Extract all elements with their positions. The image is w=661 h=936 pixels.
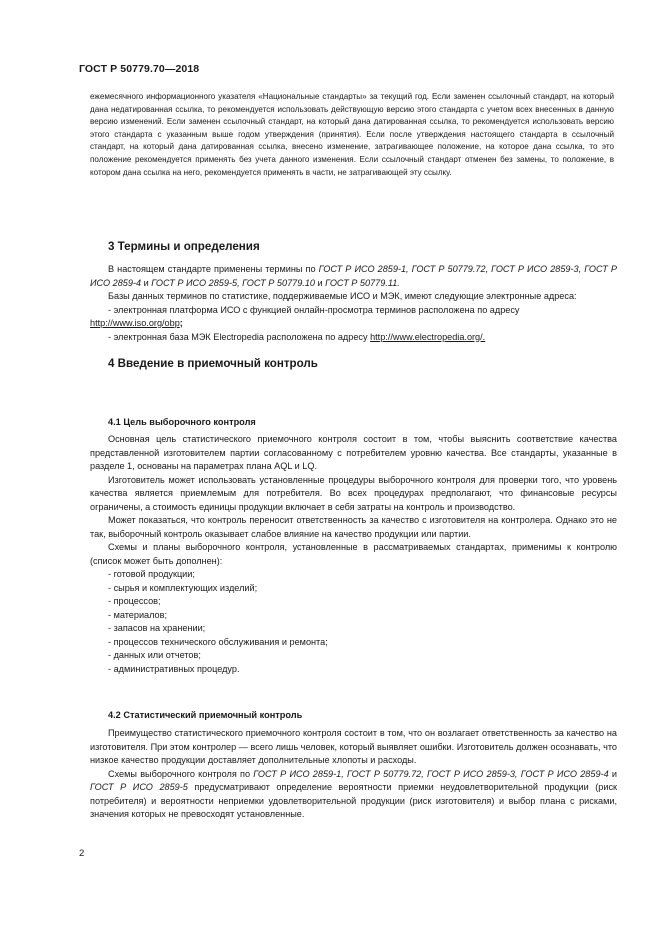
terms-paragraph (90, 263, 617, 290)
iso-platform-text: - электронная платформа ИСО с функцией онлайн-просмотра терминов расположена по адресу (108, 304, 520, 315)
section-4-1-body (90, 433, 617, 676)
section-3-body (90, 263, 617, 344)
purpose-paragraph: Основная цель статистического приемочного контроля состоит в том, чтобы выяснить соответствие качества представленной изготовителем партии согласованному с потребителем уровню качества. Все стандарты, указанные в разделе 1, основаны на параметрах плана AQL и LQ. (90, 434, 617, 471)
terms-text: В настоящем стандарте применены термины по (108, 264, 319, 274)
schemes-text-e: предусматривают определение вероятности приемки неудовлетворительной продукции (риск потребителя) и вероятности неприемки удовлетворительной продукции (риск изготовителя) и выбор плана с рисками, значения которых не превосходят установленные. (90, 782, 617, 819)
terms-conj-1: и (141, 277, 152, 288)
page-number: 2 (79, 848, 85, 859)
applicability-paragraph: Схемы и планы выборочного контроля, установленные в рассматриваемых стандартах, применимы к контролю (список может быть дополнен): (90, 542, 617, 566)
list-item: - готовой продукции; (108, 569, 195, 579)
list-item: - запасов на хранении; (108, 623, 206, 633)
terms-standards-2: ГОСТ Р ИСО 2859-5, ГОСТ Р 50779.10 (151, 277, 315, 288)
schemes-paragraph (90, 768, 617, 822)
list-item: - сырья и комплектующих изделий; (108, 582, 258, 593)
schemes-standards-1: ГОСТ Р ИСО 2859-1, ГОСТ Р 50779.72, ГОСТ Р ИСО 2859-3, ГОСТ Р ИСО 2859-4 (253, 768, 609, 779)
list-item: - данных или отчетов; (108, 650, 201, 660)
terms-standards-3: ГОСТ Р 50779.11. (325, 277, 400, 288)
iso-link-line (90, 317, 617, 331)
iso-platform-item (90, 304, 617, 318)
electropedia-text: - электронная база МЭК Electropedia расположена по адресу (108, 331, 371, 342)
schemes-conj: и (608, 768, 617, 779)
iso-obp-link[interactable]: http://www.iso.org/obp (90, 318, 180, 328)
responsibility-paragraph: Может показаться, что контроль переносит ответственность за качество с изготовителя на контролера. Однако это не так, выборочный контроль оказывает слабое влияние на качество продукции или партии. (90, 515, 617, 539)
schemes-standards-2: ГОСТ Р ИСО 2859-5 (90, 782, 188, 792)
schemes-text-a: Схемы выборочного контроля по (108, 768, 254, 779)
list-item: - материалов; (108, 609, 168, 620)
section-3-heading: 3 Термины и определения (108, 240, 260, 253)
section-4-2-body (90, 727, 617, 822)
list-item: - процессов технического обслуживания и ремонта; (108, 636, 328, 647)
section-4-2-heading: 4.2 Статистический приемочный контроль (108, 710, 303, 720)
terms-standards-1: ГОСТ Р ИСО 2859-1, ГОСТ Р 50779.72, ГОСТ Р ИСО 2859-3, ГОСТ Р ИСО 2859-4 (90, 264, 617, 288)
electropedia-item (90, 331, 617, 345)
section-4-heading: 4 Введение в приемочный контроль (108, 357, 318, 370)
databases-paragraph: Базы данных терминов по статистике, поддерживаемые ИСО и МЭК, имеют следующие электронные адреса: (108, 291, 577, 301)
electropedia-link[interactable]: http://www.electropedia.org/. (370, 331, 486, 342)
list-item: - административных процедур. (108, 663, 240, 674)
terms-conj-2: и (314, 277, 326, 288)
list-item: - процессов; (108, 596, 161, 606)
advantage-paragraph: Преимущество статистического приемочного контроля состоит в том, что он возлагает ответственность за качество на изготовителя. При этом контролер — всего лишь человек, который выявляет ошибки. Изготовитель должен осознавать, что низкое качество продукции доставляет дополнительные хлопоты и расходы. (90, 728, 617, 765)
intro-text: ежемесячного информационного указателя «Национальные стандарты» за текущий год. Если заменен ссылочный стандарт, на который дана недатированная ссылка, то рекомендуется использовать действующую версию этого стандарта с учетом всех внесенных в данную версию изменений. Если заменен ссылочный стандарт, на который дана датированная ссылка, то рекомендуется использовать версию этого стандарта с указанным выше годом утверждения (принятия). Если после утверждения настоящего стандарта в ссылочный стандарт, на который дана датированная ссылка, внесено изменение, затрагивающее положение, на которое дана ссылка, то это положение рекомендуется применять без учета данного изменения. Если ссылочный стандарт отменен без замены, то положение, в котором дана ссылка на него, рекомендуется применять в части, не затрагивающей эту ссылку. (90, 92, 614, 177)
document-header-title: ГОСТ Р 50779.70—2018 (79, 63, 200, 75)
intro-paragraph (90, 91, 614, 179)
manufacturer-paragraph: Изготовитель может использовать установленные процедуры выборочного контроля для проверки того, что уровень качества является приемлемым для потребителя. Во всех процедурах предполагают, что финансовые ресурсы ограничены, а стоимость единицы продукции включает в себя затраты на контроль и производство. (90, 474, 617, 512)
section-4-1-heading: 4.1 Цель выборочного контроля (108, 417, 256, 427)
iso-link-semicolon: ; (179, 318, 183, 328)
